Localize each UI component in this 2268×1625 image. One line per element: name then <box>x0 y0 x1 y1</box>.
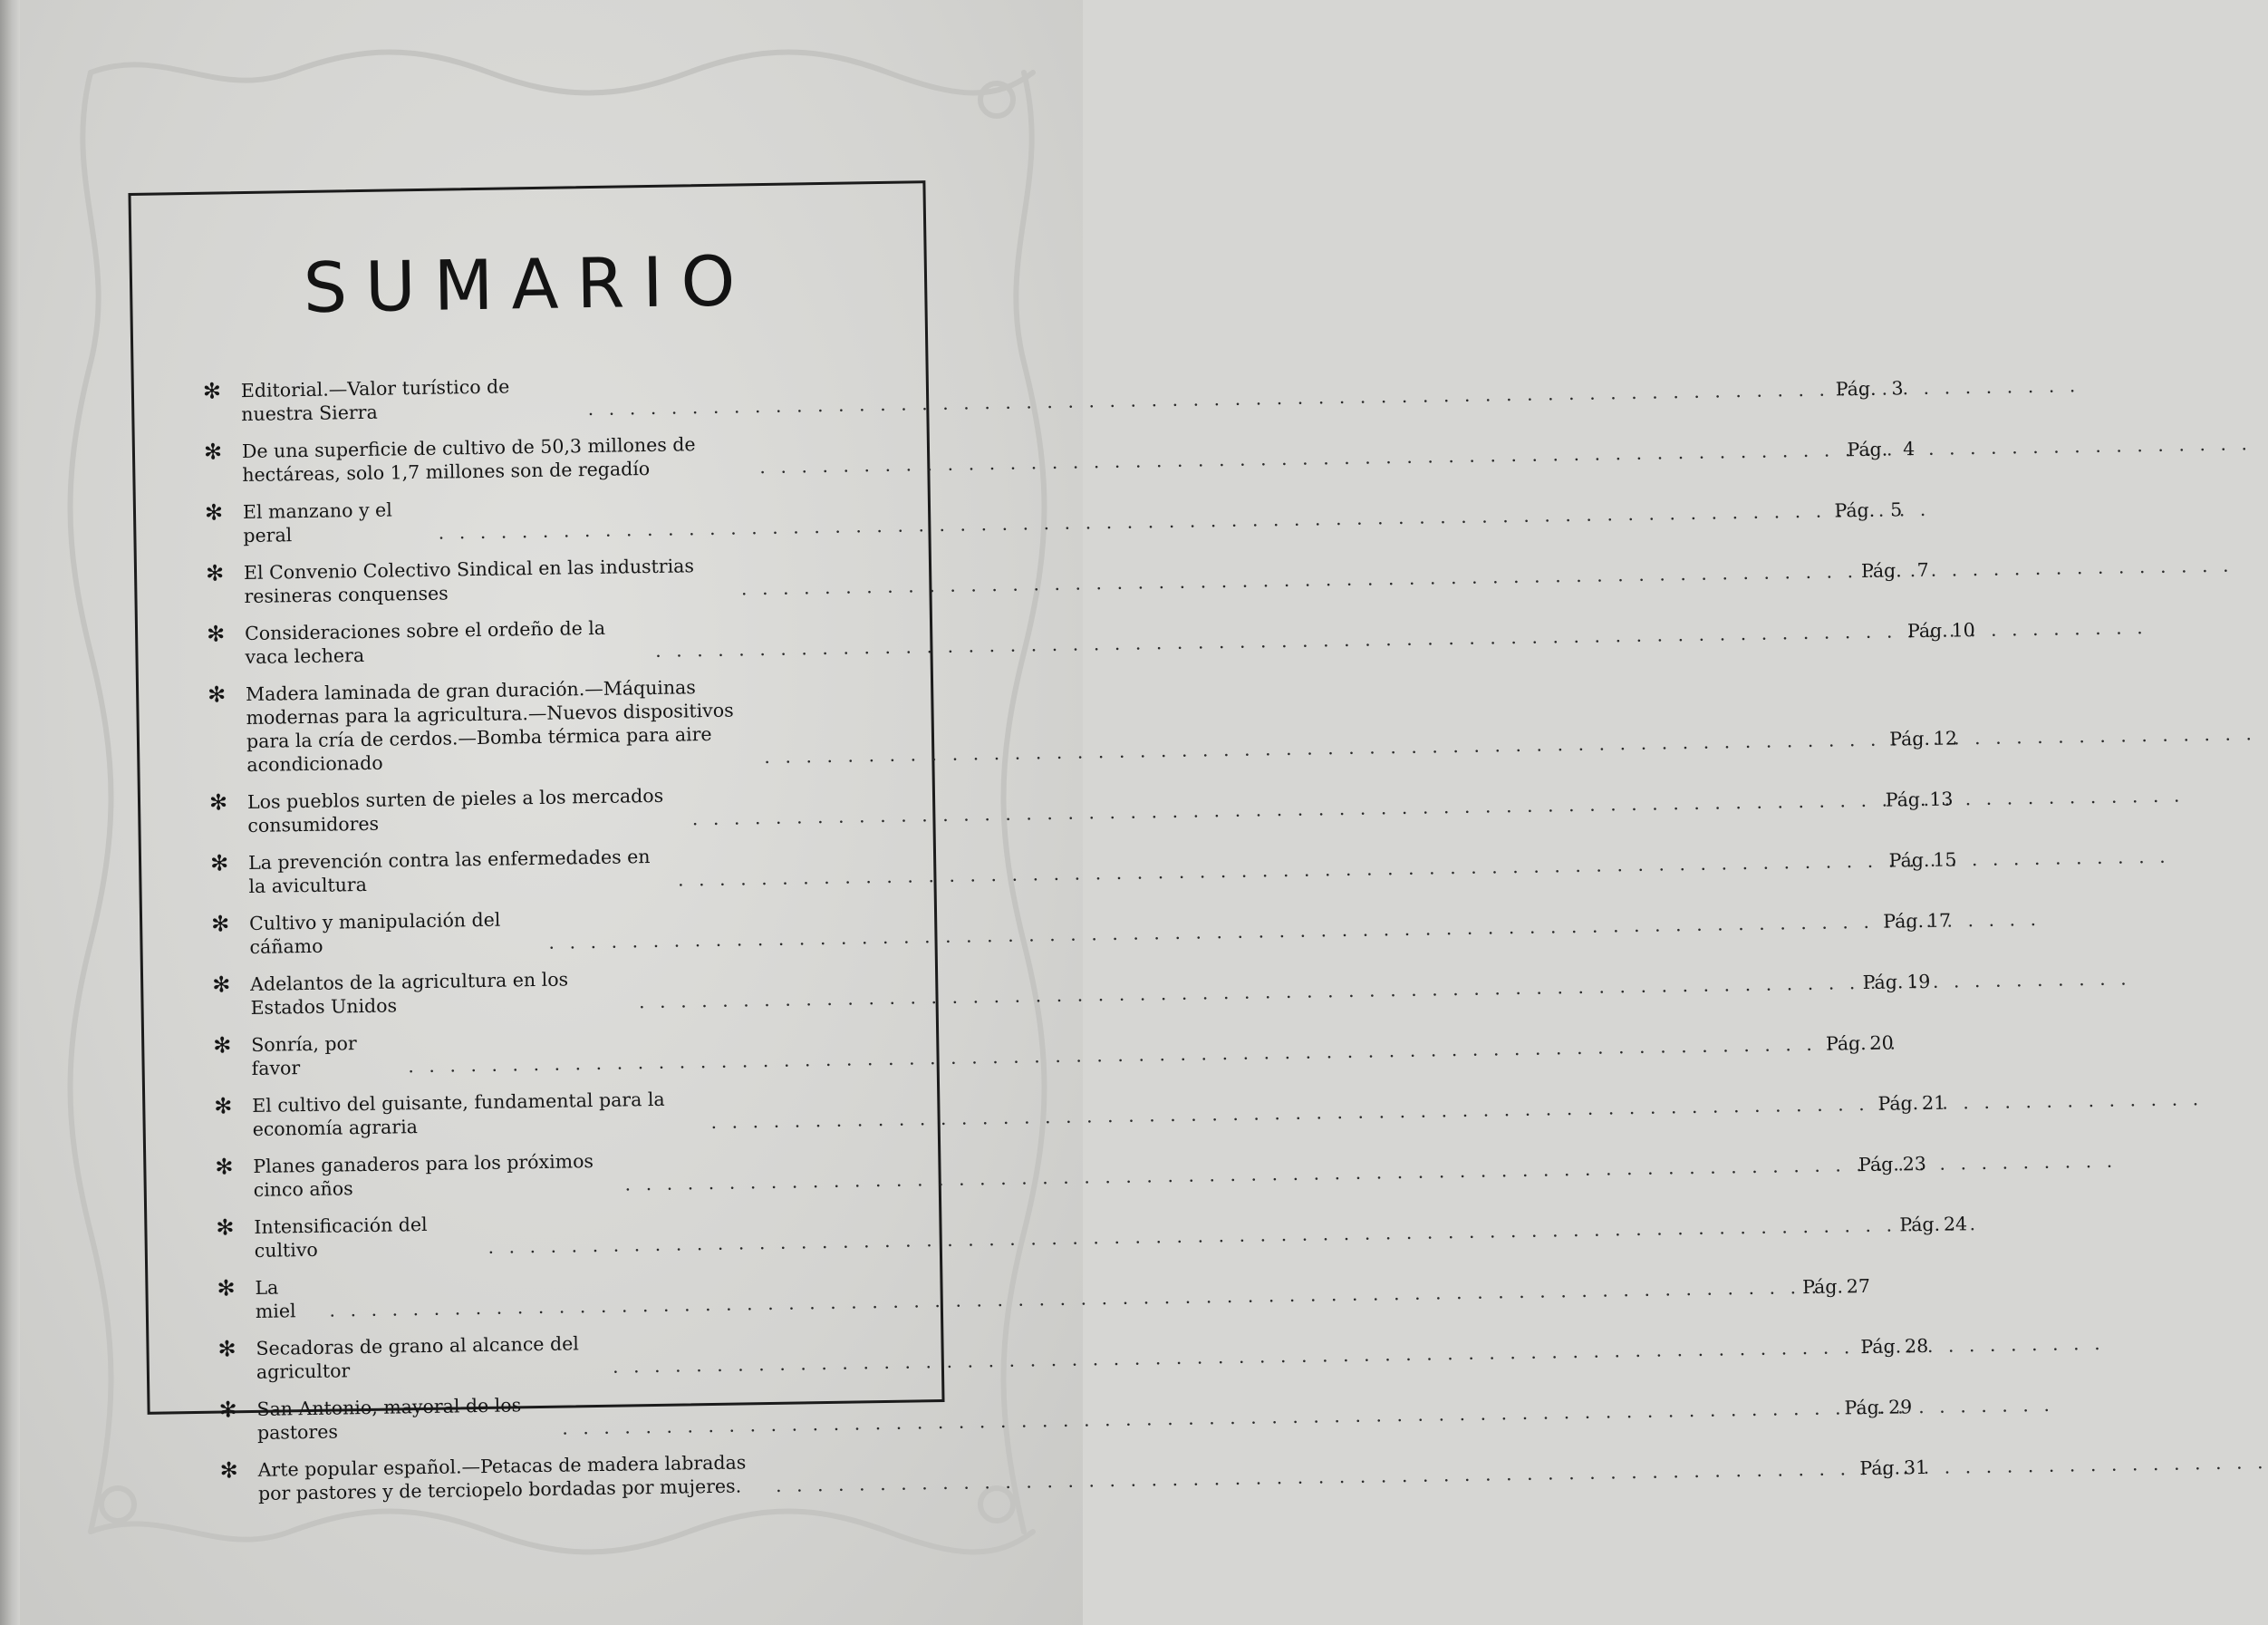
page-label: Pág. <box>1834 498 1876 522</box>
toc-entry-title: El manzano y el peral <box>242 498 392 547</box>
page-label: Pág. <box>1801 1275 1844 1299</box>
asterisk-bullet-icon: ✻ <box>213 1032 232 1059</box>
toc-entry <box>209 841 1957 898</box>
asterisk-bullet-icon: ✻ <box>217 1336 236 1362</box>
dot-leader <box>582 377 1832 421</box>
toc-entry-body <box>255 1251 1889 1323</box>
page-label: Pág. <box>1885 788 1926 811</box>
toc-entry-title: Madera laminada de gran duración.—Máquinas modernas para la agricultura.—Nuevos dispositivos para la cría de cerdos.—Bomba térmica para aire acondicionado <box>245 676 734 777</box>
page-number: 4 <box>1902 438 1916 460</box>
page-label: Pág. <box>1889 727 1931 750</box>
asterisk-bullet-icon: ✻ <box>205 560 225 586</box>
toc-entry <box>213 1023 1894 1080</box>
toc-entry <box>208 780 1954 837</box>
page-number: 20 <box>1869 1031 1894 1054</box>
page-number: 19 <box>1906 970 1931 993</box>
toc-entry-page <box>1856 1456 1946 1481</box>
toc-entry-page <box>1858 970 1949 995</box>
toc-entry-page <box>1879 908 1970 933</box>
page-label: Pág. <box>1877 1092 1919 1115</box>
asterisk-bullet-icon: ✻ <box>206 621 226 647</box>
asterisk-bullet-icon: ✻ <box>216 1214 235 1241</box>
toc-entry-page <box>1832 376 1923 401</box>
dot-leader <box>672 849 1886 892</box>
page-number: 24 <box>1943 1213 1968 1235</box>
toc-entry-title: Los pueblos surten de pieles a los mercados consumidores <box>246 784 664 837</box>
asterisk-bullet-icon: ✻ <box>215 1154 234 1180</box>
toc-entry <box>206 612 1975 669</box>
dot-leader <box>432 499 1830 545</box>
toc-entry <box>207 672 1958 777</box>
dot-leader <box>736 559 1858 600</box>
toc-entry-title: Consideraciones sobre el ordeño de la vaca lechera <box>244 616 606 669</box>
toc-entry-body <box>251 1007 1913 1080</box>
page-label: Pág. <box>1860 1335 1902 1359</box>
toc-entry-title: El cultivo del guisante, fundamental para la economía agraria <box>252 1088 665 1140</box>
dot-leader <box>619 1153 1855 1195</box>
toc-entry-page <box>1858 557 1948 583</box>
toc-entry-page <box>1904 618 1994 643</box>
toc-entry <box>210 902 1952 959</box>
toc-entry-page <box>1874 1090 1964 1116</box>
page-number: 17 <box>1926 909 1952 932</box>
asterisk-bullet-icon: ✻ <box>203 439 223 465</box>
page-label: Pág. <box>1862 971 1904 994</box>
page-number: 29 <box>1887 1396 1913 1418</box>
toc-entry-title: El Convenio Colectivo Sindical en las industrias resineras conquenses <box>243 555 695 608</box>
binding-edge <box>0 0 20 1625</box>
asterisk-bullet-icon: ✻ <box>208 789 228 816</box>
page-label: Pág. <box>1899 1213 1941 1236</box>
toc-entry-body <box>246 655 1976 777</box>
toc-entry-page <box>1886 726 1976 751</box>
toc-entry-body <box>244 535 1948 609</box>
toc-entry <box>217 1266 1871 1323</box>
toc-entry <box>218 1388 1913 1445</box>
toc-entry-body <box>256 1311 1947 1384</box>
toc-entry-title: De una superficie de cultivo de 50,3 millones de hectáreas, solo 1,7 millones son de regadío <box>241 433 696 487</box>
toc-entry-title: Secadoras de grano al alcance del agricultor <box>256 1332 579 1383</box>
toc-entry-page <box>1885 847 1975 873</box>
page-number: 28 <box>1904 1334 1929 1358</box>
page-label: Pág. <box>1883 909 1925 933</box>
asterisk-bullet-icon: ✻ <box>207 682 227 708</box>
toc-entry <box>204 490 1903 547</box>
dot-leader <box>758 728 1886 769</box>
toc-entry-body <box>252 1067 1965 1141</box>
page-number: 21 <box>1921 1091 1946 1115</box>
page-number: 10 <box>1951 619 1975 642</box>
dot-leader <box>607 1335 1858 1378</box>
dot-leader <box>482 1213 1896 1259</box>
asterisk-bullet-icon: ✻ <box>210 911 230 937</box>
toc-entry-body <box>254 1188 1986 1262</box>
toc-entry-title: Sonría, por favor <box>251 1032 357 1079</box>
toc-entry-body <box>253 1128 1945 1202</box>
page-title: SUMARIO <box>303 240 755 328</box>
dot-leader <box>687 788 1882 831</box>
toc-entry-page <box>1857 1334 1947 1359</box>
page-number: 27 <box>1846 1274 1871 1298</box>
toc-entry-title: Arte popular español.—Petacas de madera labradas por pastores y de terciopelo bordadas por mujeres. <box>257 1451 747 1504</box>
page-label: Pág. <box>1906 619 1948 643</box>
dot-leader <box>705 1092 1874 1134</box>
page-number: 13 <box>1929 788 1954 810</box>
page-label: Pág. <box>1860 559 1902 583</box>
page-number: 12 <box>1933 727 1958 750</box>
toc-entry-page <box>1799 1274 1889 1300</box>
toc-entry-body <box>245 595 1994 669</box>
page-label: Pág. <box>1835 377 1877 401</box>
toc-entry-title: Planes ganaderos para los próximos cinco años <box>253 1150 594 1201</box>
toc-entry-body <box>248 824 1976 898</box>
asterisk-bullet-icon: ✻ <box>204 499 224 526</box>
dot-leader <box>633 971 1859 1013</box>
toc-entry-page <box>1896 1212 1986 1237</box>
toc-entry-title: Intensificación del cultivo <box>254 1213 428 1262</box>
asterisk-bullet-icon: ✻ <box>202 378 222 404</box>
toc-entry <box>217 1327 1929 1384</box>
toc-entry-title: La miel <box>255 1276 296 1322</box>
toc-entry-page <box>1882 787 1973 812</box>
asterisk-bullet-icon: ✻ <box>218 1397 237 1423</box>
dot-leader <box>650 619 1904 663</box>
toc-entry <box>202 369 1904 426</box>
toc-entry-title: San Antonio, mayoral de los pastores <box>256 1394 522 1444</box>
toc-entry <box>214 1084 1946 1141</box>
page-label: Pág. <box>1859 1456 1901 1480</box>
toc-entry-body <box>247 763 1973 837</box>
toc-entry <box>216 1205 1968 1262</box>
page-number: 23 <box>1902 1152 1926 1175</box>
page-number: 15 <box>1933 848 1957 871</box>
toc-entry-body <box>257 1432 1946 1505</box>
asterisk-bullet-icon: ✻ <box>217 1275 236 1301</box>
toc-entry-body <box>241 353 1923 426</box>
asterisk-bullet-icon: ✻ <box>209 850 229 876</box>
toc-entry-title: Adelantos de la agricultura en los Estados Unidos <box>250 968 569 1019</box>
page-label: Pág. <box>1844 1396 1886 1419</box>
toc-entry-page <box>1840 1395 1931 1420</box>
page-number: 3 <box>1891 377 1904 400</box>
toc-entry-page <box>1822 1030 1913 1056</box>
page-label: Pág. <box>1825 1031 1867 1055</box>
page-number: 31 <box>1903 1456 1928 1479</box>
toc-entry-title: Editorial.—Valor turístico de nuestra Sierra <box>240 375 510 426</box>
toc-entry-title: Cultivo y manipulación del cáñamo <box>248 908 501 958</box>
page-label: Pág. <box>1858 1153 1899 1176</box>
toc-entry <box>219 1448 1928 1505</box>
table-of-contents-box <box>128 180 1975 1504</box>
toc-entry <box>215 1145 1926 1202</box>
toc-entry-page <box>1855 1152 1945 1177</box>
toc-entry-body <box>242 413 1935 487</box>
asterisk-bullet-icon: ✻ <box>211 972 231 998</box>
toc-entry-body <box>249 885 1971 959</box>
toc-entry-title: La prevención contra las enfermedades en la avicultura <box>247 846 651 897</box>
toc-entry-body <box>250 946 1950 1020</box>
page-number: 7 <box>1916 558 1929 582</box>
dot-leader <box>754 438 1844 479</box>
dot-leader <box>543 910 1879 954</box>
page-number: 5 <box>1889 498 1903 521</box>
dot-leader <box>770 1456 1857 1497</box>
page-label: Pág. <box>1888 848 1930 872</box>
asterisk-bullet-icon: ✻ <box>214 1093 233 1119</box>
toc-entries <box>202 369 1975 1519</box>
page-label: Pág. <box>1847 438 1888 461</box>
toc-entry-page <box>1843 437 1934 462</box>
dot-leader <box>402 1032 1822 1078</box>
toc-entry <box>205 551 1929 608</box>
toc-entry-body <box>243 474 1922 547</box>
toc-entry <box>211 962 1931 1020</box>
asterisk-bullet-icon: ✻ <box>219 1457 238 1484</box>
toc-entry-body <box>256 1371 1931 1445</box>
dot-leader <box>556 1396 1841 1439</box>
toc-entry-page <box>1830 498 1921 523</box>
toc-entry <box>203 430 1916 487</box>
